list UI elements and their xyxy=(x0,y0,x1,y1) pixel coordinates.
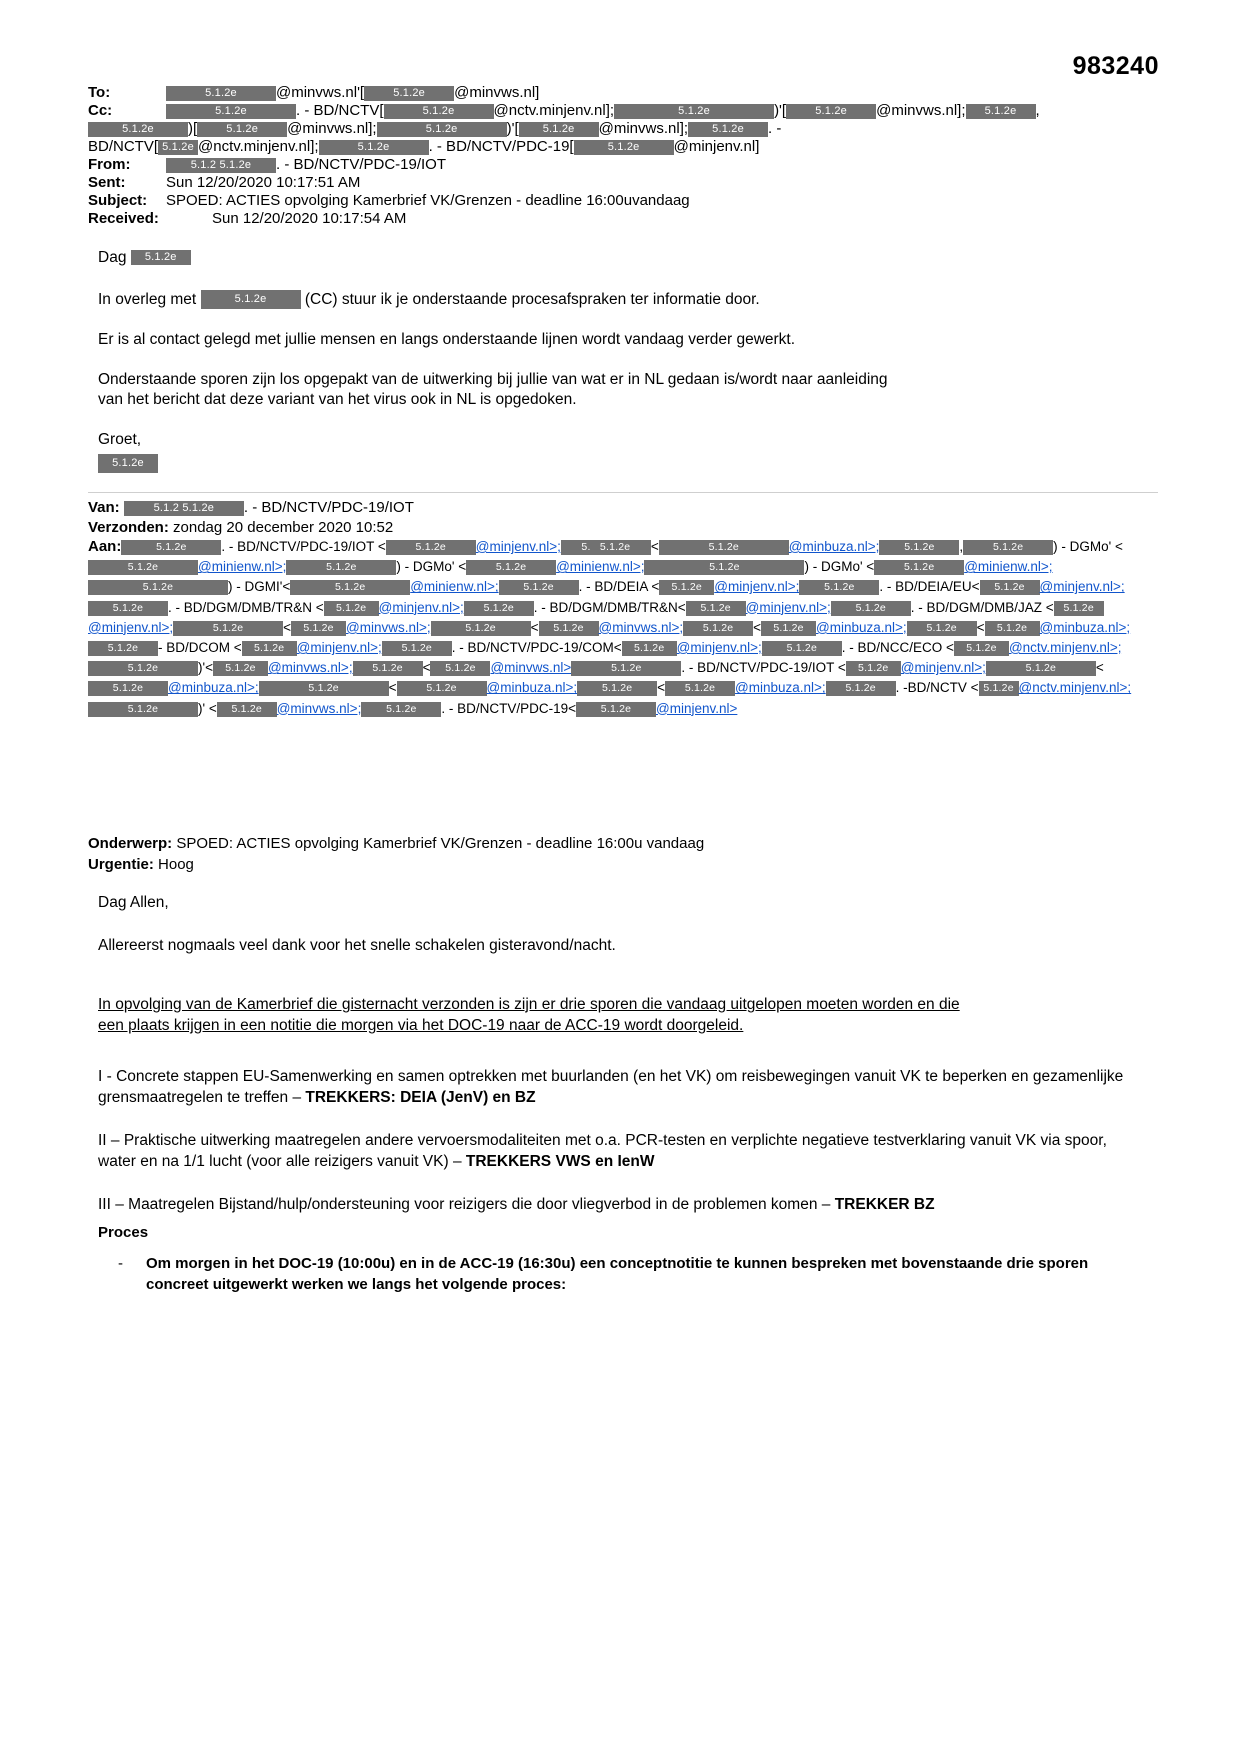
signoff-name xyxy=(98,454,1128,474)
redaction-chip: 5. 5.1.2e xyxy=(561,540,651,555)
header-row-cc-2 xyxy=(88,120,1158,138)
redaction-chip: 5.1.2e xyxy=(213,661,268,676)
redaction-chip: 5.1.2e xyxy=(464,601,534,616)
recipients-block xyxy=(88,537,1168,719)
aan-email: @minvws.nl> xyxy=(490,660,572,676)
redaction-chip: 5.1.2e xyxy=(979,681,1019,696)
header-row-subject xyxy=(88,192,1158,210)
redaction-chip: 5.1.2e xyxy=(761,621,816,636)
cc-part-2: @nctv.minjenv.nl]; xyxy=(493,102,615,119)
aan-token: ) - DGMo' < xyxy=(1053,539,1123,554)
redaction-chip: 5.1.2e xyxy=(966,104,1036,119)
redaction-chip: 5.1.2e xyxy=(686,601,746,616)
cc-part-12: @minjenv.nl] xyxy=(673,138,760,155)
aan-email: @minjenv.nl> xyxy=(656,700,738,716)
redaction-chip: 5.1.2e xyxy=(659,540,789,555)
aan-token: < xyxy=(753,619,762,635)
redaction-chip: 5.1.2e xyxy=(353,661,423,676)
redaction-chip: 5.1.2e xyxy=(88,580,228,595)
aan-token: < xyxy=(568,700,576,716)
verzonden-value: zondag 20 december 2020 10:52 xyxy=(173,519,394,536)
redaction-chip: 5.1.2e xyxy=(986,661,1096,676)
redaction-chip: 5.1.2e xyxy=(364,86,454,101)
aan-token: < xyxy=(657,680,666,696)
proces-bullet-line-1: Om morgen in het DOC-19 (10:00u) en in de ACC-19 (16:30u) een conceptnotitie te kunnen bespreken met bovenstaande xyxy=(146,1255,1003,1272)
spoor-item-3-trekkers: TREKKER BZ xyxy=(834,1196,935,1213)
redaction-chip: 5.1.2e xyxy=(846,661,901,676)
redaction-chip: 5.1.2e xyxy=(577,681,657,696)
to-label: To: xyxy=(88,84,111,101)
redaction-chip: 5.1.2e xyxy=(88,661,198,676)
redaction-chip: 5.1.2e xyxy=(519,122,599,137)
redaction-chip: 5.1.2e xyxy=(963,540,1053,555)
redaction-chip: 5.1.2e xyxy=(88,702,198,717)
aan-email: @minjenv.nl>; xyxy=(676,640,762,656)
aan-token: . - BD/NCTV/PDC-19/IOT < xyxy=(221,539,386,554)
redaction-chip: 5.1.2e xyxy=(574,140,674,155)
cc-org-bdnctv: BD/NCTV[ xyxy=(88,138,159,155)
aan-token: . - BD/NCC/ECO < xyxy=(841,640,954,656)
aan-org-bdnctv: BD/NCTV < xyxy=(907,680,979,696)
header-row-sent xyxy=(88,174,1158,192)
aan-email: @minvws.nl>; xyxy=(276,700,362,716)
paragraph-1-part-b: (CC) stuur ik je onderstaande procesafspraken ter informatie door. xyxy=(304,291,760,308)
to-domain-1: @minvws.nl'[ xyxy=(276,84,365,101)
aan-email: @minienw.nl>; xyxy=(410,579,499,595)
aan-email: @minjenv.nl>; xyxy=(475,539,561,554)
aan-email: @minienw.nl>; xyxy=(198,559,287,575)
onderwerp-value: SPOED: ACTIES opvolging Kamerbrief VK/Grenzen - deadline 16:00u vandaag xyxy=(176,835,705,852)
aan-token: < xyxy=(650,539,659,554)
redaction-chip: 5.1.2e xyxy=(431,621,531,636)
aan-email: @minvws.nl>; xyxy=(267,660,353,676)
redaction-chip: 5.1.2e xyxy=(1054,601,1104,616)
aan-token: . - BD/NCTV/PDC-19/IOT < xyxy=(681,660,846,676)
aan-email: @nctv.minjenv.nl>; xyxy=(1008,640,1122,656)
redaction-chip: 5.1.2e xyxy=(539,621,599,636)
redaction-chip: 5.1.2e xyxy=(799,580,879,595)
aan-token: < xyxy=(205,660,213,676)
cc-part-4: @minvws.nl]; xyxy=(876,102,966,119)
redaction-chip: 5.1.2e xyxy=(217,702,277,717)
proces-heading: Proces xyxy=(98,1224,149,1241)
bottom-underlined-paragraph xyxy=(98,994,1128,1036)
from-label: From: xyxy=(88,156,131,173)
email-header-block xyxy=(88,84,1158,228)
redaction-chip: 5.1.2e xyxy=(985,621,1040,636)
cc-part-8: )'[ xyxy=(506,120,519,137)
aan-token: . - xyxy=(895,680,908,696)
aan-token: . - BD/DEIA < xyxy=(578,579,660,595)
redaction-chip: 5.1.2e xyxy=(88,560,198,575)
redaction-chip: 5.1.2e xyxy=(659,580,714,595)
redaction-chip: 5.1.2e xyxy=(286,560,396,575)
redaction-chip: 5.1.2e xyxy=(197,122,287,137)
aan-token: . - BD/DGM/DMB/TR&N xyxy=(533,599,678,615)
forwarded-header xyxy=(88,498,1158,538)
spoor-item-1-text: I - Concrete stappen EU-Samenwerking en samen optrekken met buurlanden (en het VK) om reisbewegingen vanuit VK te beperken en gezamenlijke grensmaatregelen te treffen – xyxy=(98,1068,1124,1106)
aan-email: @minbuza.nl>; xyxy=(735,680,826,696)
redaction-chip: 5.1.2e xyxy=(382,641,452,656)
subject-label: Subject: xyxy=(88,192,148,209)
aan-token: )' xyxy=(198,660,206,676)
aan-email: @nctv.minjenv.nl>; xyxy=(1018,680,1132,696)
cc-part-10: @nctv.minjenv.nl]; xyxy=(198,138,319,155)
aan-label: Aan: xyxy=(88,538,122,555)
header-row-from xyxy=(88,156,1158,174)
redaction-chip: 5.1.2e xyxy=(158,140,198,155)
sent-value: Sun 12/20/2020 10:17:51 AM xyxy=(166,174,361,191)
aan-token: - BD/DCOM < xyxy=(158,640,242,656)
redaction-chip: 5.1.2e xyxy=(319,140,429,155)
redaction-chip: 5.1.2e xyxy=(879,540,959,555)
proces-block xyxy=(98,1222,1128,1295)
aan-email: @minjenv.nl>; xyxy=(296,640,382,656)
redaction-chip: 5.1.2e xyxy=(88,122,188,137)
spoor-item-1-trekkers: TREKKERS: DEIA (JenV) en BZ xyxy=(305,1089,536,1106)
aan-email: @minjenv.nl>; xyxy=(900,660,986,676)
redaction-chip: 5.1.2e xyxy=(622,641,677,656)
redaction-chip: 5.1.2e xyxy=(954,641,1009,656)
onderwerp-label: Onderwerp: xyxy=(88,835,173,852)
header-row-cc-3 xyxy=(88,138,1158,156)
redaction-chip: 5.1.2e xyxy=(762,641,842,656)
forwarded-divider xyxy=(88,492,1158,493)
redaction-chip: 5.1.2e xyxy=(614,104,774,119)
signoff-line: Groet, xyxy=(98,431,142,448)
spoor-item-3 xyxy=(98,1194,1128,1215)
cc-part-9: @minvws.nl]; xyxy=(598,120,689,137)
aan-token: . - BD/NCTV/PDC-19/COM xyxy=(451,640,614,656)
aan-token: < xyxy=(976,619,985,635)
redaction-chip: 5.1.2e xyxy=(166,104,296,119)
redaction-chip: 5.1.2e xyxy=(644,560,804,575)
from-value: . - BD/NCTV/PDC-19/IOT xyxy=(276,156,447,173)
redaction-chip: 5.1.2e xyxy=(397,681,487,696)
redaction-chip: 5.1.2e xyxy=(166,86,276,101)
redaction-chip: 5.1.2e xyxy=(907,621,977,636)
redaction-chip: 5.1.2e xyxy=(361,702,441,717)
aan-token: < xyxy=(283,619,292,635)
redaction-chip: 5.1.2e xyxy=(786,104,876,119)
redaction-chip: 5.1.2e xyxy=(259,681,389,696)
cc-part-7: @minvws.nl]; xyxy=(287,120,377,137)
aan-token: . - BD/DEIA/EU xyxy=(879,579,972,595)
header-row-received xyxy=(88,210,1158,228)
aan-email: @minjenv.nl>; xyxy=(1039,579,1125,595)
redaction-chip: 5.1.2e xyxy=(683,621,753,636)
van-value: . - BD/NCTV/PDC-19/IOT xyxy=(243,499,414,516)
cc-part-1: . - BD/NCTV[ xyxy=(296,102,384,119)
aan-email: @minjenv.nl>; xyxy=(745,599,831,615)
aan-token: ) - DGMo' < xyxy=(396,559,467,575)
redaction-chip: 5.1.2e xyxy=(665,681,735,696)
email-body-bottom xyxy=(98,892,1128,1237)
paragraph-3 xyxy=(98,370,1128,410)
cc-label: Cc: xyxy=(88,102,113,119)
paragraph-3-line-2: van het bericht dat deze variant van het virus ook in NL is opgedoken. xyxy=(98,391,577,408)
cc-part-5: , xyxy=(1035,102,1040,119)
verzonden-label: Verzonden: xyxy=(88,519,169,536)
paragraph-1-part-a: In overleg met xyxy=(98,291,197,308)
redaction-chip: 5.1.2e xyxy=(88,601,168,616)
cc-part-11: . - BD/NCTV/PDC-19[ xyxy=(428,138,574,155)
aan-email: @minbuza.nl>; xyxy=(816,619,907,635)
aan-email: @minjenv.nl>; xyxy=(88,619,174,635)
greeting-line xyxy=(98,248,1128,268)
email-body-top xyxy=(98,248,1128,494)
cc-part-3: )'[ xyxy=(774,102,787,119)
redaction-chip: 5.1.2e xyxy=(576,702,656,717)
aan-token: ) - DGMo' < xyxy=(804,559,875,575)
aan-token: . - BD/DGM/DMB/JAZ < xyxy=(910,599,1054,615)
redaction-chip: 5.1.2 5.1.2e xyxy=(124,501,244,516)
bullet-dash-marker: - xyxy=(118,1255,123,1272)
redaction-chip: 5.1.2e xyxy=(430,661,490,676)
redaction-chip: 5.1.2e xyxy=(131,250,191,265)
paragraph-1 xyxy=(98,290,1128,310)
onderwerp-row xyxy=(88,833,704,854)
redaction-chip: 5.1.2e xyxy=(88,681,168,696)
aan-email: @minbuza.nl>; xyxy=(788,539,880,554)
spoor-item-1 xyxy=(98,1066,1128,1108)
van-label: Van: xyxy=(88,499,120,516)
aan-token: ) - DGMI' xyxy=(228,579,283,595)
redaction-chip: 5.1.2e xyxy=(980,580,1040,595)
document-number: 983240 xyxy=(1072,52,1159,80)
sent-label: Sent: xyxy=(88,174,126,191)
redaction-chip: 5.1.2e xyxy=(831,601,911,616)
redaction-chip: 5.1.2e xyxy=(466,560,556,575)
proces-bullet xyxy=(98,1253,1128,1295)
urgentie-label: Urgentie: xyxy=(88,856,154,873)
redaction-chip: 5.1.2e xyxy=(571,661,681,676)
redaction-chip: 5.1.2e xyxy=(386,540,476,555)
redaction-chip: 5.1.2e xyxy=(324,601,379,616)
to-domain-2: @minvws.nl] xyxy=(454,84,540,101)
aan-email: @minienw.nl>; xyxy=(964,559,1053,575)
urgentie-value: Hoog xyxy=(158,856,194,873)
redaction-chip: 5.1.2e xyxy=(201,290,301,309)
bottom-greeting: Dag Allen, xyxy=(98,894,169,911)
aan-token: < xyxy=(971,579,980,595)
redaction-chip: 5.1.2e xyxy=(121,540,221,555)
redaction-chip: 5.1.2e xyxy=(173,621,283,636)
forwarded-row-verzonden xyxy=(88,518,1158,538)
cc-part-6: )[ xyxy=(188,120,198,137)
spoor-item-2-text: II – Praktische uitwerking maatregelen andere vervoersmodaliteiten met o.a. PCR-testen en verplichte negatieve testverklaring vanuit VK via spoor, water en na 1/1 lucht (voor alle reizigers vanuit VK) – xyxy=(98,1132,1107,1170)
redaction-chip: 5.1.2e xyxy=(874,560,964,575)
aan-token: . - BD/NCTV/PDC-19 xyxy=(441,700,569,716)
underlined-line-1: In opvolging van de Kamerbrief die gisternacht verzonden is zijn er drie sporen die vandaag uitgelopen moeten worden en die xyxy=(98,996,960,1013)
aan-token: < xyxy=(388,680,397,696)
aan-token: . - BD/DGM/DMB/TR&N < xyxy=(168,599,324,615)
redaction-chip: 5.1.2e xyxy=(688,122,768,137)
redaction-chip: 5.1.2e xyxy=(291,621,346,636)
aan-token: < xyxy=(613,640,622,656)
aan-email: @minienw.nl>; xyxy=(556,559,645,575)
aan-token: )' < xyxy=(198,700,217,716)
proces-bullet-line-2: drie sporen concreet uitgewerkt werken we langs het volgende proces: xyxy=(146,1255,1089,1293)
aan-email: @minjenv.nl>; xyxy=(378,599,464,615)
redaction-chip: 5.1.2e xyxy=(242,641,297,656)
spoor-item-3-text: III – Maatregelen Bijstand/hulp/ondersteuning voor reizigers die door vliegverbod in de problemen komen – xyxy=(98,1196,835,1213)
aan-email: @minbuza.nl>; xyxy=(168,680,259,696)
bottom-thanks: Allereerst nogmaals veel dank voor het snelle schakelen gisteravond/nacht. xyxy=(98,937,616,954)
aan-token: , xyxy=(959,539,964,554)
redaction-chip: 5.1.2 5.1.2e xyxy=(166,158,276,173)
redaction-chip: 5.1.2e xyxy=(384,104,494,119)
greeting-prefix: Dag xyxy=(98,249,127,266)
proces-bullet-text xyxy=(146,1253,1128,1295)
aan-email: @minjenv.nl>; xyxy=(714,579,800,595)
aan-token: < xyxy=(282,579,291,595)
redaction-chip: 5.1.2e xyxy=(499,580,579,595)
subject-value: SPOED: ACTIES opvolging Kamerbrief VK/Grenzen - deadline 16:00uvandaag xyxy=(166,192,690,209)
redaction-chip: 5.1.2e xyxy=(377,122,507,137)
urgentie-row xyxy=(88,854,704,875)
forwarded-subject-block xyxy=(88,833,704,875)
forwarded-row-van xyxy=(88,498,1158,518)
redaction-chip: 5.1.2e xyxy=(98,454,158,473)
header-row-cc xyxy=(88,102,1158,120)
spoor-item-2-trekkers: TREKKERS VWS en IenW xyxy=(465,1153,655,1170)
cc-part-dash: . - xyxy=(768,120,782,137)
redaction-chip: 5.1.2e xyxy=(290,580,410,595)
aan-token: < xyxy=(530,619,539,635)
aan-email: @minbuza.nl>; xyxy=(486,680,578,696)
received-label: Received: xyxy=(88,210,159,227)
spoor-item-2 xyxy=(98,1130,1128,1172)
header-row-to xyxy=(88,84,1158,102)
aan-email: @minvws.nl>; xyxy=(598,619,684,635)
underlined-line-2: een plaats krijgen in een notitie die morgen via het DOC-19 naar de ACC-19 wordt doorgeleid. xyxy=(98,1017,744,1034)
paragraph-2: Er is al contact gelegd met jullie mensen en langs onderstaande lijnen wordt vandaag verder gewerkt. xyxy=(98,331,796,348)
aan-email: @minbuza.nl>; xyxy=(1039,619,1131,635)
aan-token: < xyxy=(1095,660,1104,676)
received-value: Sun 12/20/2020 10:17:54 AM xyxy=(212,210,407,227)
paragraph-3-line-1: Onderstaande sporen zijn los opgepakt van de uitwerking bij jullie van wat er in NL gedaan is/wordt naar aanleiding xyxy=(98,371,888,388)
redaction-chip: 5.1.2e xyxy=(826,681,896,696)
aan-token: < xyxy=(422,660,431,676)
aan-email: @minvws.nl>; xyxy=(346,619,431,635)
aan-token: < xyxy=(677,599,686,615)
redaction-chip: 5.1.2e xyxy=(88,641,158,656)
